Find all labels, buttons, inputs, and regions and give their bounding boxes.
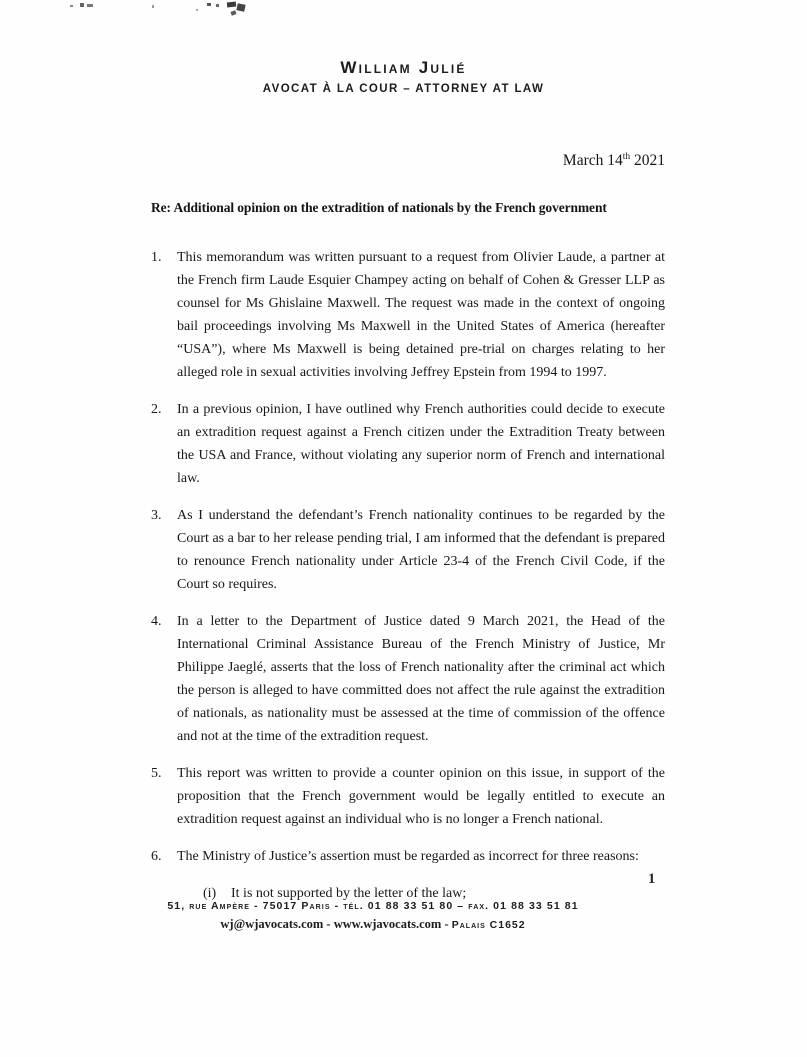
paragraph-2 xyxy=(151,398,665,490)
scan-artifact xyxy=(230,10,236,15)
paragraph-4 xyxy=(151,610,665,748)
paragraph-1 xyxy=(151,246,665,384)
paragraph-text: As I understand the defendant’s French nationality continues to be regarded by the Court as a bar to her release pending trial, I am informed that the defendant is prepared to renounce French nationality under Article 23-4 of the French Civil Code, if the Court so requires. xyxy=(177,508,665,592)
date-year: 2021 xyxy=(634,152,665,169)
subitem-text: It is not supported by the letter of the law; xyxy=(231,886,467,901)
paragraph-number: 5. xyxy=(151,766,162,781)
page-number: 1 xyxy=(648,871,656,887)
subject-line: Re: Additional opinion on the extradition of nationals by the French government xyxy=(151,200,607,215)
paragraph-number: 2. xyxy=(151,402,162,417)
paragraph-text: In a previous opinion, I have outlined why French authorities could decide to execute an extradition request against a French citizen under the Extradition Treaty between the USA and France, without violating any superior norm of French and international law. xyxy=(177,402,665,486)
scan-artifact xyxy=(80,3,84,7)
subitem-marker: (i) xyxy=(203,886,217,901)
firm-name: William Julié xyxy=(340,58,467,77)
paragraph-number: 3. xyxy=(151,508,162,523)
footer-contact-line xyxy=(66,917,680,932)
scan-artifact xyxy=(207,3,211,6)
scan-artifact xyxy=(70,5,73,7)
scan-artifact xyxy=(196,9,198,11)
paragraph-text: This memorandum was written pursuant to a request from Olivier Laude, a partner at the French firm Laude Esquier Champey acting on behalf of Cohen & Gresser LLP as counsel for Ms Ghislaine Maxwell. The request was made in the context of ongoing bail proceedings involving Ms Maxwell in the United States of America (hereafter “USA”), where Ms Maxwell is being detained pre-trial on charges relating to her alleged role in sexual activities involving Jeffrey Epstein from 1994 to 1997. xyxy=(177,250,665,380)
footer-address-line: 51, rue Ampère - 75017 Paris - tél. 01 88 33 51 80 – fax. 01 88 33 51 81 xyxy=(167,900,579,912)
paragraph-6 xyxy=(151,845,665,868)
letterhead xyxy=(0,58,807,95)
scan-artifact xyxy=(152,5,154,8)
scan-artifact xyxy=(216,4,219,7)
scan-artifact xyxy=(236,3,245,12)
footer xyxy=(66,900,680,932)
date-ordinal-suffix: th xyxy=(622,151,631,162)
paragraph-5 xyxy=(151,762,665,831)
paragraph-text: This report was written to provide a counter opinion on this issue, in support of the proposition that the French government would be legally entitled to execute an extradition request against an individual who is no longer a French national. xyxy=(177,766,665,827)
paragraph-3 xyxy=(151,504,665,596)
scan-artifact xyxy=(227,2,236,8)
paragraph-text: In a letter to the Department of Justice dated 9 March 2021, the Head of the International Criminal Assistance Bureau of the French Ministry of Justice, Mr Philippe Jaeglé, asserts that the loss of French nationality after the criminal act which the person is alleged to have committed does not affect the rule against the extradition of nationals, as nationality must be assessed at the time of commission of the offence and not at the time of the extradition request. xyxy=(177,614,665,744)
date-day: March 14 xyxy=(562,152,623,169)
footer-contact-text: wj@wjavocats.com - www.wjavocats.com - xyxy=(220,917,452,931)
paragraph-number: 4. xyxy=(151,614,162,629)
scan-artifact xyxy=(87,4,93,7)
paragraph-number: 1. xyxy=(151,250,162,265)
document-body xyxy=(151,246,665,905)
paragraph-number: 6. xyxy=(151,849,162,864)
footer-palais-text: Palais C1652 xyxy=(451,919,526,931)
paragraph-text: The Ministry of Justice’s assertion must be regarded as incorrect for three reasons: xyxy=(177,849,639,864)
document-date xyxy=(151,152,665,170)
firm-tagline: AVOCAT À LA COUR – ATTORNEY AT LAW xyxy=(262,83,545,95)
